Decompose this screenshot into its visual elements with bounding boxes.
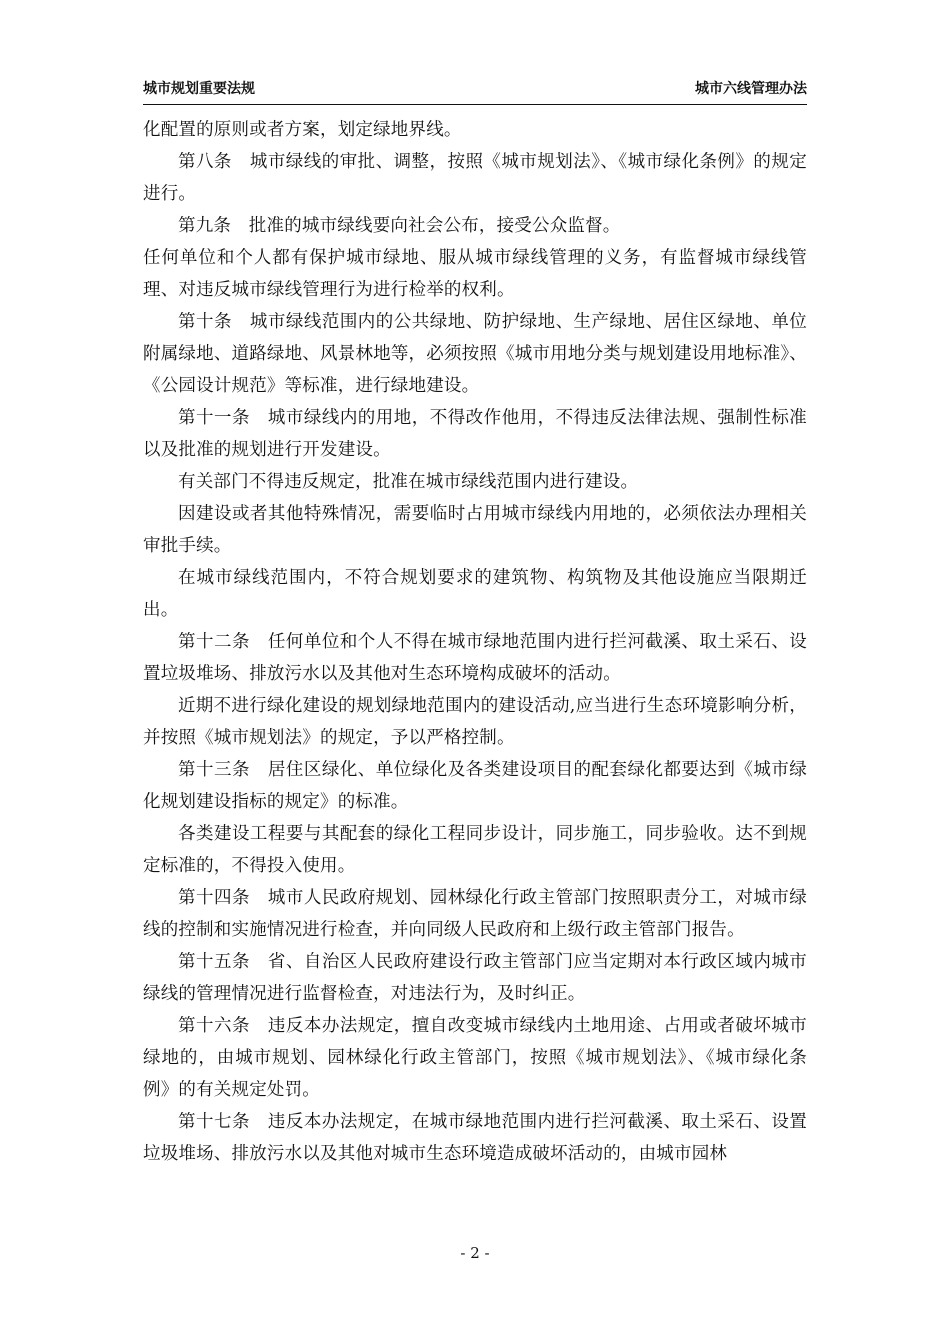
paragraph: 近期不进行绿化建设的规划绿地范围内的建设活动,应当进行生态环境影响分析，并按照《城市规划法》的规定，予以严格控制。 xyxy=(143,696,807,748)
page-number: - 2 - xyxy=(460,1244,490,1262)
paragraph: 有关部门不得违反规定，批准在城市绿线范围内进行建设。 xyxy=(178,472,639,492)
paragraph: 第八条 城市绿线的审批、调整，按照《城市规划法》、《城市绿化条例》的规定进行。 xyxy=(143,152,807,204)
paragraph: 任何单位和个人都有保护城市绿地、服从城市绿线管理的义务，有监督城市绿线管理、对违反城市绿线管理行为进行检举的权利。 xyxy=(143,248,807,300)
paragraph: 第十一条 城市绿线内的用地，不得改作他用，不得违反法律法规、强制性标准以及批准的规划进行开发建设。 xyxy=(143,408,807,460)
paragraph: 第十条 城市绿线范围内的公共绿地、防护绿地、生产绿地、居住区绿地、单位附属绿地、道路绿地、风景林地等，必须按照《城市用地分类与规划建设用地标准》、《公园设计规范》等标准，进行绿地建设。 xyxy=(143,312,807,396)
paragraph: 化配置的原则或者方案，划定绿地界线。 xyxy=(143,120,462,140)
header-document-collection: 城市规划重要法规 xyxy=(143,81,255,97)
paragraph: 第十四条 城市人民政府规划、园林绿化行政主管部门按照职责分工，对城市绿线的控制和实施情况进行检查，并向同级人民政府和上级行政主管部门报告。 xyxy=(143,888,807,940)
paragraph: 第十二条 任何单位和个人不得在城市绿地范围内进行拦河截溪、取土采石、设置垃圾堆场、排放污水以及其他对生态环境构成破坏的活动。 xyxy=(143,632,807,684)
paragraph: 第九条 批准的城市绿线要向社会公布，接受公众监督。 xyxy=(178,216,621,236)
paragraph: 第十五条 省、自治区人民政府建设行政主管部门应当定期对本行政区域内城市绿线的管理情况进行监督检查，对违法行为，及时纠正。 xyxy=(143,952,807,1004)
document-body xyxy=(143,114,807,1170)
paragraph: 第十七条 违反本办法规定，在城市绿地范围内进行拦河截溪、取土采石、设置垃圾堆场、排放污水以及其他对城市生态环境造成破坏活动的，由城市园林 xyxy=(143,1112,807,1164)
header-document-title: 城市六线管理办法 xyxy=(695,81,807,97)
page-header xyxy=(143,78,807,100)
header-divider xyxy=(143,104,807,105)
paragraph: 各类建设工程要与其配套的绿化工程同步设计，同步施工，同步验收。达不到规定标准的，不得投入使用。 xyxy=(143,824,807,876)
paragraph: 因建设或者其他特殊情况，需要临时占用城市绿线内用地的，必须依法办理相关审批手续。 xyxy=(143,504,807,556)
paragraph: 在城市绿线范围内，不符合规划要求的建筑物、构筑物及其他设施应当限期迁出。 xyxy=(143,568,807,620)
paragraph: 第十三条 居住区绿化、单位绿化及各类建设项目的配套绿化都要达到《城市绿化规划建设指标的规定》的标准。 xyxy=(143,760,807,812)
paragraph: 第十六条 违反本办法规定，擅自改变城市绿线内土地用途、占用或者破坏城市绿地的，由城市规划、园林绿化行政主管部门，按照《城市规划法》、《城市绿化条例》的有关规定处罚。 xyxy=(143,1016,807,1100)
